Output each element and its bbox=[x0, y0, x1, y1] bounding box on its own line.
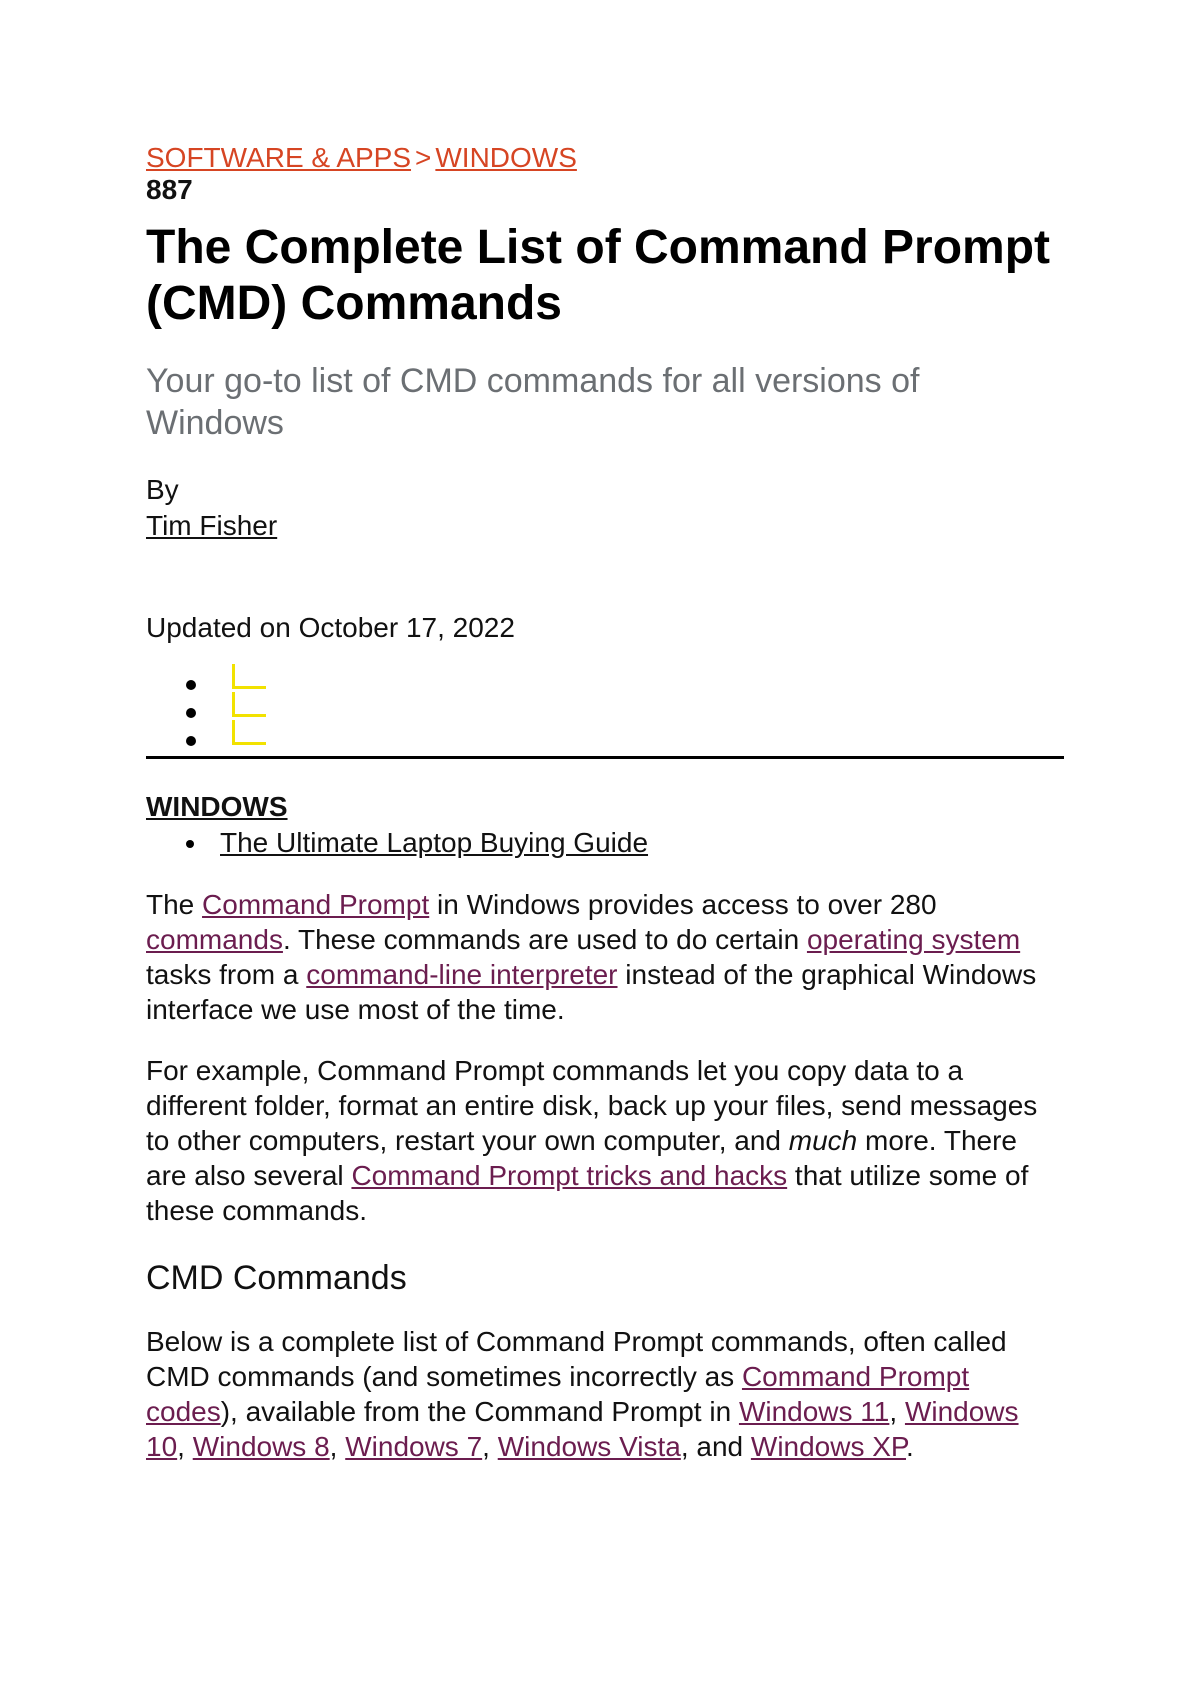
share-links bbox=[186, 672, 1064, 756]
text-span: . bbox=[906, 1431, 914, 1462]
author-link[interactable]: Tim Fisher bbox=[146, 510, 278, 541]
link-command-prompt-codes[interactable]: Command Prompt codes bbox=[146, 1361, 970, 1427]
text-span: , bbox=[889, 1396, 905, 1427]
share-marker-icon bbox=[232, 714, 266, 717]
link-command-prompt[interactable]: Command Prompt bbox=[202, 889, 430, 920]
section-heading-cmd-commands: CMD Commands bbox=[146, 1259, 407, 1297]
share-marker-icon bbox=[232, 742, 266, 745]
text-span: , and bbox=[680, 1431, 751, 1462]
text-span: in Windows provides access to over 280 bbox=[429, 889, 937, 920]
link-windows-11[interactable]: Windows 11 bbox=[738, 1396, 890, 1427]
related-item bbox=[186, 825, 1064, 861]
section-label-windows: WINDOWS bbox=[146, 791, 288, 822]
link-windows-vista[interactable]: Windows Vista bbox=[497, 1431, 681, 1462]
text-span: ), available from the Command Prompt in bbox=[220, 1396, 739, 1427]
page-title: The Complete List of Command Prompt (CMD) Commands bbox=[146, 221, 1051, 330]
breadcrumb-separator: > bbox=[415, 142, 432, 173]
example-paragraph bbox=[146, 1053, 1064, 1228]
intro-paragraph bbox=[146, 887, 1064, 1027]
text-span: , bbox=[482, 1431, 498, 1462]
text-span: instead of the graphical Windows interface we use most of the time. bbox=[146, 959, 1037, 1025]
link-commands[interactable]: commands bbox=[146, 924, 283, 955]
link-command-line-interpreter[interactable]: command-line interpreter bbox=[306, 959, 618, 990]
related-list bbox=[186, 825, 1064, 861]
share-item[interactable] bbox=[186, 672, 1064, 700]
share-marker-icon bbox=[232, 664, 235, 686]
share-marker-icon bbox=[232, 692, 235, 714]
share-marker-icon bbox=[232, 720, 235, 742]
link-windows-7[interactable]: Windows 7 bbox=[345, 1431, 483, 1462]
share-count: 887 bbox=[146, 174, 193, 205]
link-operating-system[interactable]: operating system bbox=[806, 924, 1021, 955]
share-marker-icon bbox=[232, 686, 266, 689]
share-item[interactable] bbox=[186, 728, 1064, 756]
breadcrumb-link-windows[interactable]: WINDOWS bbox=[435, 142, 577, 173]
share-item[interactable] bbox=[186, 700, 1064, 728]
page-subtitle: Your go-to list of CMD commands for all versions of Windows bbox=[146, 362, 920, 442]
text-span: The bbox=[146, 889, 203, 920]
emphasis-text: much bbox=[788, 1125, 858, 1156]
breadcrumb bbox=[146, 140, 1064, 176]
link-tricks-and-hacks[interactable]: Command Prompt tricks and hacks bbox=[351, 1160, 788, 1191]
bullet-icon bbox=[186, 736, 196, 746]
breadcrumb-link-software-apps[interactable]: SOFTWARE & APPS bbox=[146, 142, 412, 173]
link-windows-xp[interactable]: Windows XP bbox=[750, 1431, 906, 1462]
text-span: more. There are also several bbox=[146, 1125, 1018, 1191]
link-windows-8[interactable]: Windows 8 bbox=[192, 1431, 330, 1462]
related-link-laptop-guide[interactable]: The Ultimate Laptop Buying Guide bbox=[220, 827, 649, 858]
text-span: For example, Command Prompt commands let you copy data to a different folder, format an entire disk, back up your files, send messages to other computers, restart your own computer, and bbox=[146, 1055, 1038, 1156]
divider bbox=[146, 756, 1064, 759]
text-span: tasks from a bbox=[146, 959, 307, 990]
text-span: , bbox=[329, 1431, 346, 1462]
text-span: , bbox=[177, 1431, 193, 1462]
byline bbox=[146, 472, 1064, 544]
list-intro-paragraph bbox=[146, 1324, 1064, 1464]
bullet-icon bbox=[186, 708, 196, 718]
article bbox=[146, 140, 1064, 1464]
bullet-icon bbox=[186, 680, 196, 690]
text-span: . These commands are used to do certain bbox=[282, 924, 807, 955]
link-windows-10[interactable]: Windows 10 bbox=[146, 1396, 1019, 1462]
byline-prefix: By bbox=[146, 474, 179, 505]
updated-date: Updated on October 17, 2022 bbox=[146, 612, 515, 643]
text-span: that utilize some of these commands. bbox=[146, 1160, 1029, 1226]
text-span: Below is a complete list of Command Prompt commands, often called CMD commands (and sometimes incorrectly as bbox=[146, 1326, 1007, 1392]
